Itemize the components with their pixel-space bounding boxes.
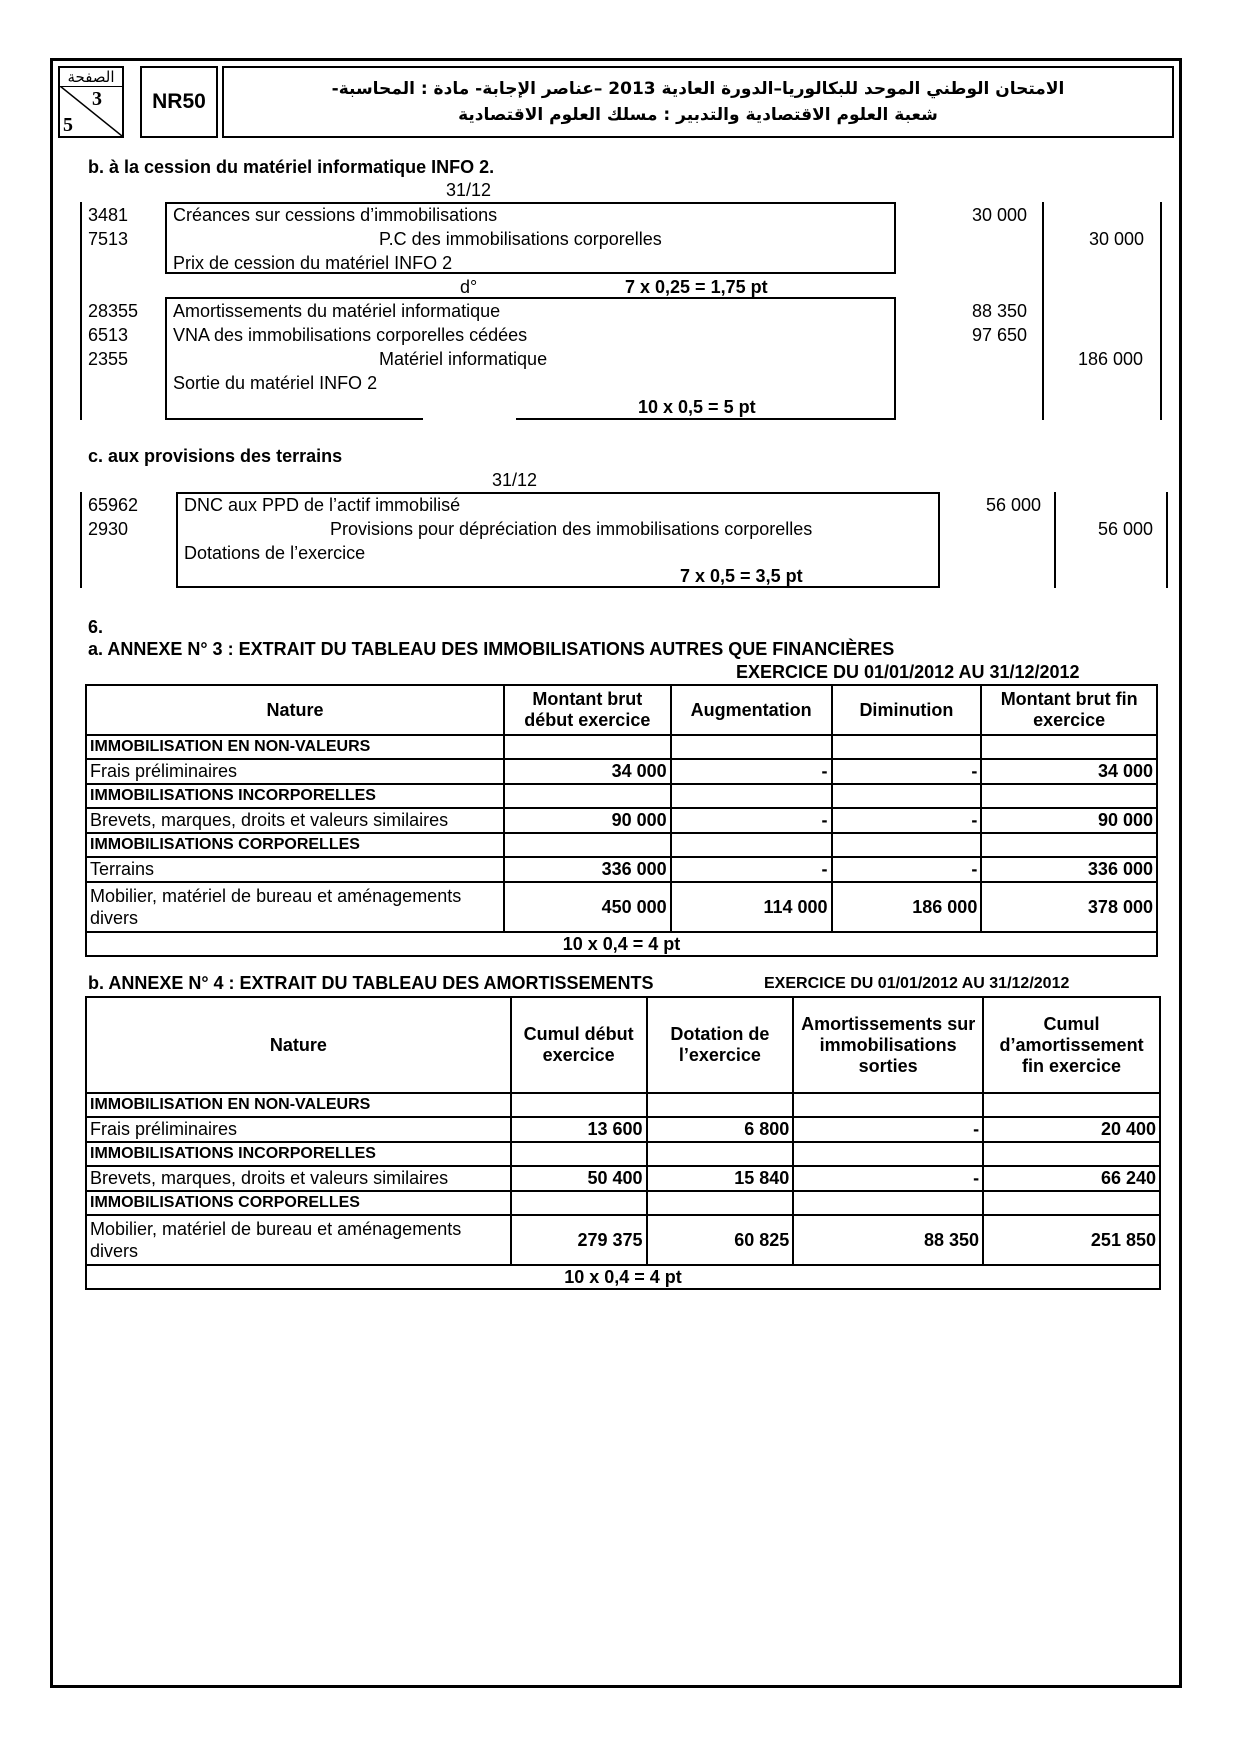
table-header-row [86,685,1157,735]
cell-value: 279 375 [511,1215,647,1265]
column-header: Diminution [832,685,982,735]
annexe4-title: b. ANNEXE N° 4 : EXTRAIT DU TABLEAU DES AMORTISSEMENTS [88,973,654,993]
exam-title-line1: الامتحان الوطني الموحد للبكالوريا–الدورة العادية 2013 –عناصر الإجابة- مادة : المحاسبة- [331,79,1065,99]
category-row [86,735,1157,759]
column-header: Amortissements sur immobilisations sorties [793,997,983,1093]
account-label: VNA des immobilisations corporelles cédées [173,325,528,345]
cell-value: - [832,808,982,833]
account-label: Provisions pour dépréciation des immobilisations corporelles [330,519,813,539]
cell-value: - [793,1117,983,1142]
journal-margin-debit [1054,492,1056,588]
table-row [86,1215,1160,1265]
debit-amount: 30 000 [972,205,1028,225]
cell-value: - [832,759,982,784]
table-row [86,1166,1160,1191]
table-header-row [86,997,1160,1093]
column-header: Cumul début exercice [511,997,647,1093]
annexe3-period: EXERCICE DU 01/01/2012 AU 31/12/2012 [736,662,1080,682]
category-label: IMMOBILISATIONS INCORPORELLES [86,1142,511,1166]
debit-amount: 56 000 [986,495,1042,515]
category-row [86,1093,1160,1117]
annexe3-table [85,684,1158,957]
cell-value: - [671,857,832,882]
category-row [86,833,1157,857]
column-header: Nature [86,997,511,1093]
category-row [86,1142,1160,1166]
row-label: Brevets, marques, droits et valeurs similaires [86,1166,511,1191]
row-label: Terrains [86,857,504,882]
entry-narration: Dotations de l’exercice [184,543,366,563]
category-label: IMMOBILISATIONS CORPORELLES [86,833,504,857]
cell-value: - [832,857,982,882]
category-label: IMMOBILISATIONS INCORPORELLES [86,784,504,808]
journal-margin-left [80,202,82,420]
account-label: Matériel informatique [379,349,548,369]
cell-value: 20 400 [983,1117,1160,1142]
row-label: Frais préliminaires [86,1117,511,1142]
account-number: 7513 [88,229,129,249]
cell-value: 114 000 [671,882,832,932]
cell-value: - [671,808,832,833]
cell-value: 90 000 [981,808,1157,833]
column-header: Cumul d’amortissement fin exercice [983,997,1160,1093]
journal-margin-left [80,492,82,588]
points-score: 7 x 0,25 = 1,75 pt [625,277,768,297]
account-label: P.C des immobilisations corporelles [379,229,662,249]
account-label: Créances sur cessions d’immobilisations [173,205,498,225]
column-header: Nature [86,685,504,735]
journal-margin-credit [1166,492,1168,588]
entry-narration: Prix de cession du matériel INFO 2 [173,253,453,273]
credit-amount: 56 000 [1098,519,1154,539]
points-score: 10 x 0,4 = 4 pt [86,1265,1160,1289]
cell-value: 34 000 [504,759,671,784]
points-score: 7 x 0,5 = 3,5 pt [680,566,803,586]
column-header: Montant brut début exercice [504,685,671,735]
annexe3-title: a. ANNEXE N° 3 : EXTRAIT DU TABLEAU DES IMMOBILISATIONS AUTRES QUE FINANCIÈRES [88,639,895,659]
table-row [86,857,1157,882]
cell-value: 186 000 [832,882,982,932]
cell-value: 336 000 [981,857,1157,882]
cell-value: 13 600 [511,1117,647,1142]
table-row [86,808,1157,833]
row-label: Frais préliminaires [86,759,504,784]
cell-value: 378 000 [981,882,1157,932]
cell-value: 90 000 [504,808,671,833]
table-row [86,759,1157,784]
cell-value: 336 000 [504,857,671,882]
entry-bottom-rule-right [516,418,896,420]
page-number: 3 [92,88,102,110]
section-c-heading: c. aux provisions des terrains [88,446,343,466]
table-row [86,882,1157,932]
journal-margin-debit [1042,202,1044,420]
points-score: 10 x 0,5 = 5 pt [638,397,756,417]
exam-title-box [222,66,1174,138]
section-c-date: 31/12 [492,470,538,490]
page-number-box [58,66,124,138]
column-header: Augmentation [671,685,832,735]
cell-value: - [671,759,832,784]
exam-header [58,66,1174,140]
entry-narration: Sortie du matériel INFO 2 [173,373,378,393]
account-number: 2355 [88,349,129,369]
entry-bottom-rule-left [165,418,423,420]
row-label: Mobilier, matériel de bureau et aménagements divers [86,882,504,932]
cell-value: 88 350 [793,1215,983,1265]
annexe4-table [85,996,1161,1290]
section-b-date: 31/12 [446,180,492,200]
section-b-heading: b. à la cession du matériel informatique INFO 2. [88,157,495,177]
cell-value: 251 850 [983,1215,1160,1265]
ditto-mark: d° [460,277,478,297]
credit-amount: 186 000 [1078,349,1144,369]
account-number: 6513 [88,325,129,345]
exam-code: NR50 [140,66,218,138]
cell-value: 450 000 [504,882,671,932]
row-label: Mobilier, matériel de bureau et aménagements divers [86,1215,511,1265]
cell-value: 15 840 [647,1166,794,1191]
points-row [86,1265,1160,1289]
cell-value: 50 400 [511,1166,647,1191]
account-label: Amortissements du matériel informatique [173,301,501,321]
points-score: 10 x 0,4 = 4 pt [86,932,1157,956]
annexe4-period: EXERCICE DU 01/01/2012 AU 31/12/2012 [764,975,1070,992]
row-label: Brevets, marques, droits et valeurs similaires [86,808,504,833]
cell-value: 60 825 [647,1215,794,1265]
page-total: 5 [63,114,73,136]
account-number: 28355 [88,301,139,321]
cell-value: - [793,1166,983,1191]
credit-amount: 30 000 [1089,229,1145,249]
category-label: IMMOBILISATION EN NON-VALEURS [86,735,504,759]
category-label: IMMOBILISATIONS CORPORELLES [86,1191,511,1215]
page-label: الصفحة [60,68,122,87]
table-row [86,1117,1160,1142]
category-row [86,1191,1160,1215]
points-row [86,932,1157,956]
account-number: 2930 [88,519,129,539]
cell-value: 6 800 [647,1117,794,1142]
debit-amount: 88 350 [972,301,1028,321]
column-header: Montant brut fin exercice [981,685,1157,735]
account-number: 3481 [88,205,129,225]
account-number: 65962 [88,495,139,515]
column-header: Dotation de l’exercice [647,997,794,1093]
journal-margin-credit [1160,202,1162,420]
debit-amount: 97 650 [972,325,1028,345]
question-number: 6. [88,617,104,637]
cell-value: 34 000 [981,759,1157,784]
cell-value: 66 240 [983,1166,1160,1191]
account-label: DNC aux PPD de l’actif immobilisé [184,495,461,515]
exam-title-line2: شعبة العلوم الاقتصادية والتدبير : مسلك العلوم الاقتصادية [458,105,938,125]
category-label: IMMOBILISATION EN NON-VALEURS [86,1093,511,1117]
category-row [86,784,1157,808]
